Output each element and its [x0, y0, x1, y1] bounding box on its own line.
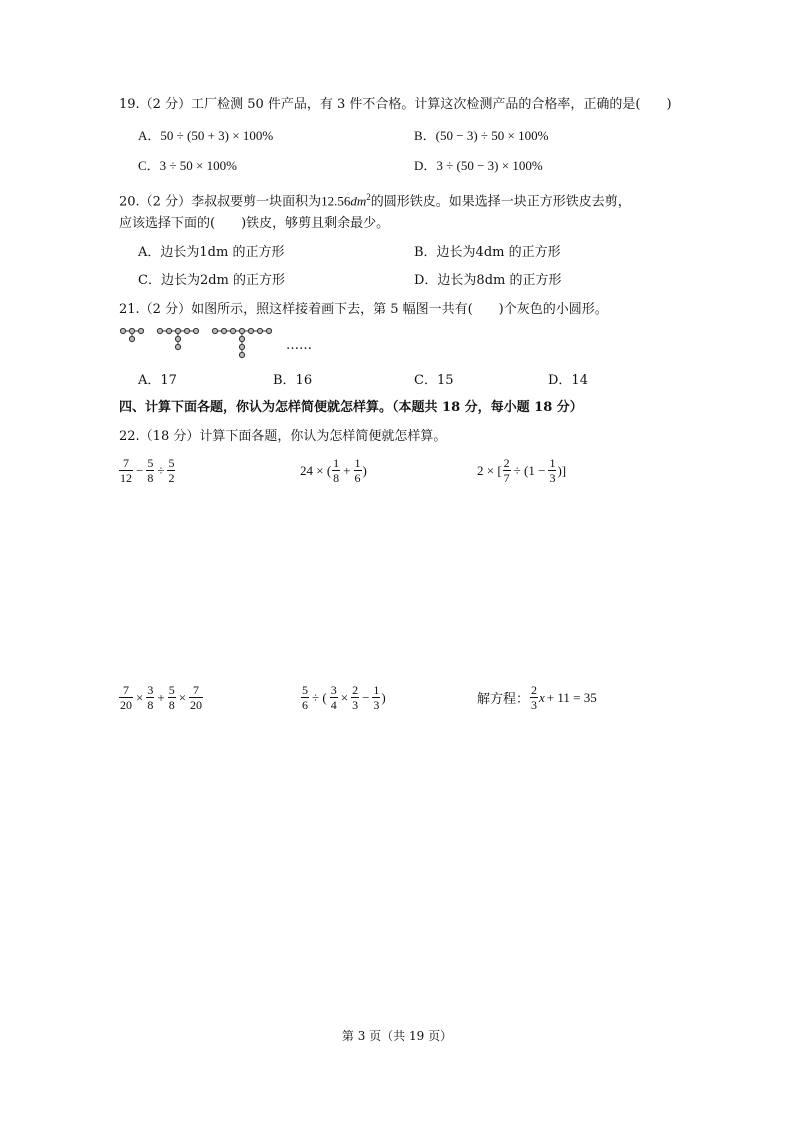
q22-equation: 解方程： 2 3 x + 11 = 35 — [477, 683, 597, 712]
section-4-title: 四、计算下面各题，你认为怎样简便就怎样算。（本题共 18 分，每小题 18 分） — [119, 400, 583, 415]
q19-option-d: D．3 ÷ (50 − 3) × 100% — [414, 158, 543, 173]
page-number: 第 3 页（共 19 页） — [341, 1029, 453, 1043]
q20-stem: 20.（2 分）李叔叔要剪一块面积为$12.56dm^2$的圆形铁皮。如果选择一块正方形铁皮去剪， — [119, 192, 631, 210]
q22-expression-1: 7 12 − $\frac{5}{8}$ ÷ $\frac{5}{2}$ — [120, 456, 175, 485]
q20-option-b: B．边长为4dm 的正方形 — [414, 245, 561, 260]
q21-stem: 21.（2 分）如图所示，照这样接着画下去，第 5 幅图一共有( )个灰色的小圆形。 — [119, 302, 608, 317]
q21-ellipsis: …… — [286, 338, 312, 353]
q21-option-d: D．14 — [548, 373, 588, 388]
q22-expression-5: $\frac{5}{6}$ ÷ ( $\frac{3}{4}$ × $\frac{2}{3}$ − $\frac{1}{3}$ ) — [302, 683, 386, 712]
q20-option-d: D．边长为8dm 的正方形 — [414, 273, 562, 288]
q21-option-a: A．17 — [138, 373, 177, 388]
q19-option-b: B．(50 − 3) ÷ 50 × 100% — [414, 128, 549, 143]
q19-option-a: A．50 ÷ (50 + 3) × 100% — [138, 128, 274, 143]
pattern-figure-3 — [212, 328, 271, 357]
q20-option-a: A．边长为1dm 的正方形 — [138, 245, 285, 260]
q20-stem-line2: 应该选择下面的( )铁皮，够剪且剩余最少。 — [119, 216, 390, 231]
pattern-figure-1 — [120, 328, 143, 341]
q19-stem: 19.（2 分）工厂检测 50 件产品，有 3 件不合格。计算这次检测产品的合格率，正确的是( ) — [119, 97, 672, 112]
q21-option-c: C．15 — [414, 373, 454, 388]
q22-expression-2: 24 × ( 1 8 + $\frac{1}{6}$ ) — [300, 456, 367, 485]
q22-stem: 22.（18 分）计算下面各题，你认为怎样简便就怎样算。 — [119, 429, 447, 444]
pattern-figure-2 — [157, 328, 198, 349]
q19-option-c: C．3 ÷ 50 × 100% — [138, 158, 237, 173]
q22-expression-4: $\frac{7}{20}$ × $\frac{3}{8}$ + $\frac{5}{8}$ × $\frac{7}{20}$ — [120, 683, 203, 712]
q20-option-c: C．边长为2dm 的正方形 — [138, 273, 285, 288]
q21-circle-pattern-figure — [118, 324, 288, 366]
q22-expression-3: 2 × [ $\frac{2}{7}$ ÷ (1 − $\frac{1}{3}$ )] — [477, 456, 567, 485]
q21-option-b: B．16 — [273, 373, 313, 388]
